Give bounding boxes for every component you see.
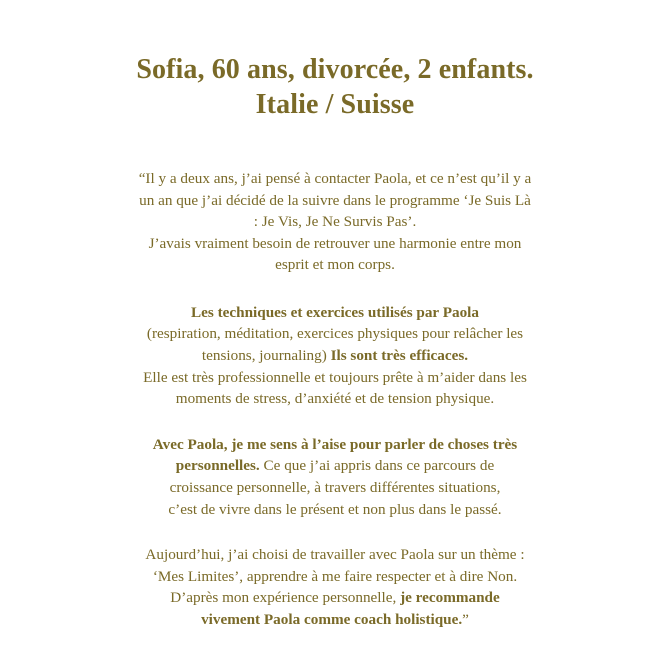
- paragraph-2-line-2: (respiration, méditation, exercices physiques pour relâcher les: [146, 325, 524, 343]
- paragraph-1-line-2: un an que j’ai décidé de la suivre dans le programme ‘Je Suis Là: [139, 191, 531, 209]
- paragraph-3-line-3: croissance personnelle, à travers différentes situations,: [169, 478, 501, 496]
- paragraph-1-line-1: “Il y a deux ans, j’ai pensé à contacter Paola, et ce n’est qu’il y a: [138, 170, 532, 187]
- paragraph-2-line-3: [75, 345, 595, 367]
- paragraph-4-line-4-bold: vivement Paola comme coach holistique.: [201, 610, 463, 628]
- paragraph-2-line-5: moments de stress, d’anxiété et de tension physique.: [175, 390, 495, 408]
- paragraph-4-line-3: [75, 587, 595, 609]
- paragraph-3-line-2: [75, 455, 595, 477]
- paragraph-3-line-2-bold: personnelles.: [175, 457, 260, 475]
- page-title-line-2: Italie / Suisse: [255, 89, 415, 120]
- paragraph-4-closing-quote: ”: [462, 610, 469, 628]
- paragraph-2-line-1-bold: Les techniques et exercices utilisés par Paola: [191, 303, 479, 321]
- paragraph-1-line-4: J’avais vraiment besoin de retrouver une harmonie entre mon: [148, 234, 522, 252]
- testimonial-paragraph-3: [75, 434, 595, 520]
- paragraph-3-line-1-bold: Avec Paola, je me sens à l’aise pour parler de choses très: [152, 435, 518, 453]
- paragraph-4-line-3-bold: je recommande: [400, 589, 500, 607]
- paragraph-4-line-1: Aujourd’hui, j’ai choisi de travailler avec Paola sur un thème :: [145, 546, 525, 564]
- paragraph-1-line-3: : Je Vis, Je Ne Survis Pas’.: [253, 213, 417, 231]
- paragraph-4-line-4: [75, 609, 595, 631]
- paragraph-2-line-4: Elle est très professionnelle et toujours prête à m’aider dans les: [143, 368, 527, 386]
- testimonial-paragraph-2: [75, 302, 595, 410]
- page-title: [136, 52, 533, 122]
- testimonial-paragraph-1: [75, 168, 595, 276]
- paragraph-3-line-4: c’est de vivre dans le présent et non plus dans le passé.: [168, 500, 502, 518]
- paragraph-4-line-3-text: D’après mon expérience personnelle,: [170, 589, 397, 607]
- paragraph-2-line-3-bold: Ils sont très efficaces.: [330, 347, 469, 365]
- testimonial-body: [75, 168, 595, 630]
- page-title-line-1: Sofia, 60 ans, divorcée, 2 enfants.: [136, 54, 534, 85]
- paragraph-1-line-5: esprit et mon corps.: [275, 256, 395, 274]
- paragraph-4-line-2: ‘Mes Limites’, apprendre à me faire respecter et à dire Non.: [152, 567, 518, 585]
- paragraph-2-line-3-text: tensions, journaling): [201, 347, 327, 365]
- paragraph-3-line-2-text: Ce que j’ai appris dans ce parcours de: [263, 457, 495, 475]
- testimonial-paragraph-4: [75, 544, 595, 630]
